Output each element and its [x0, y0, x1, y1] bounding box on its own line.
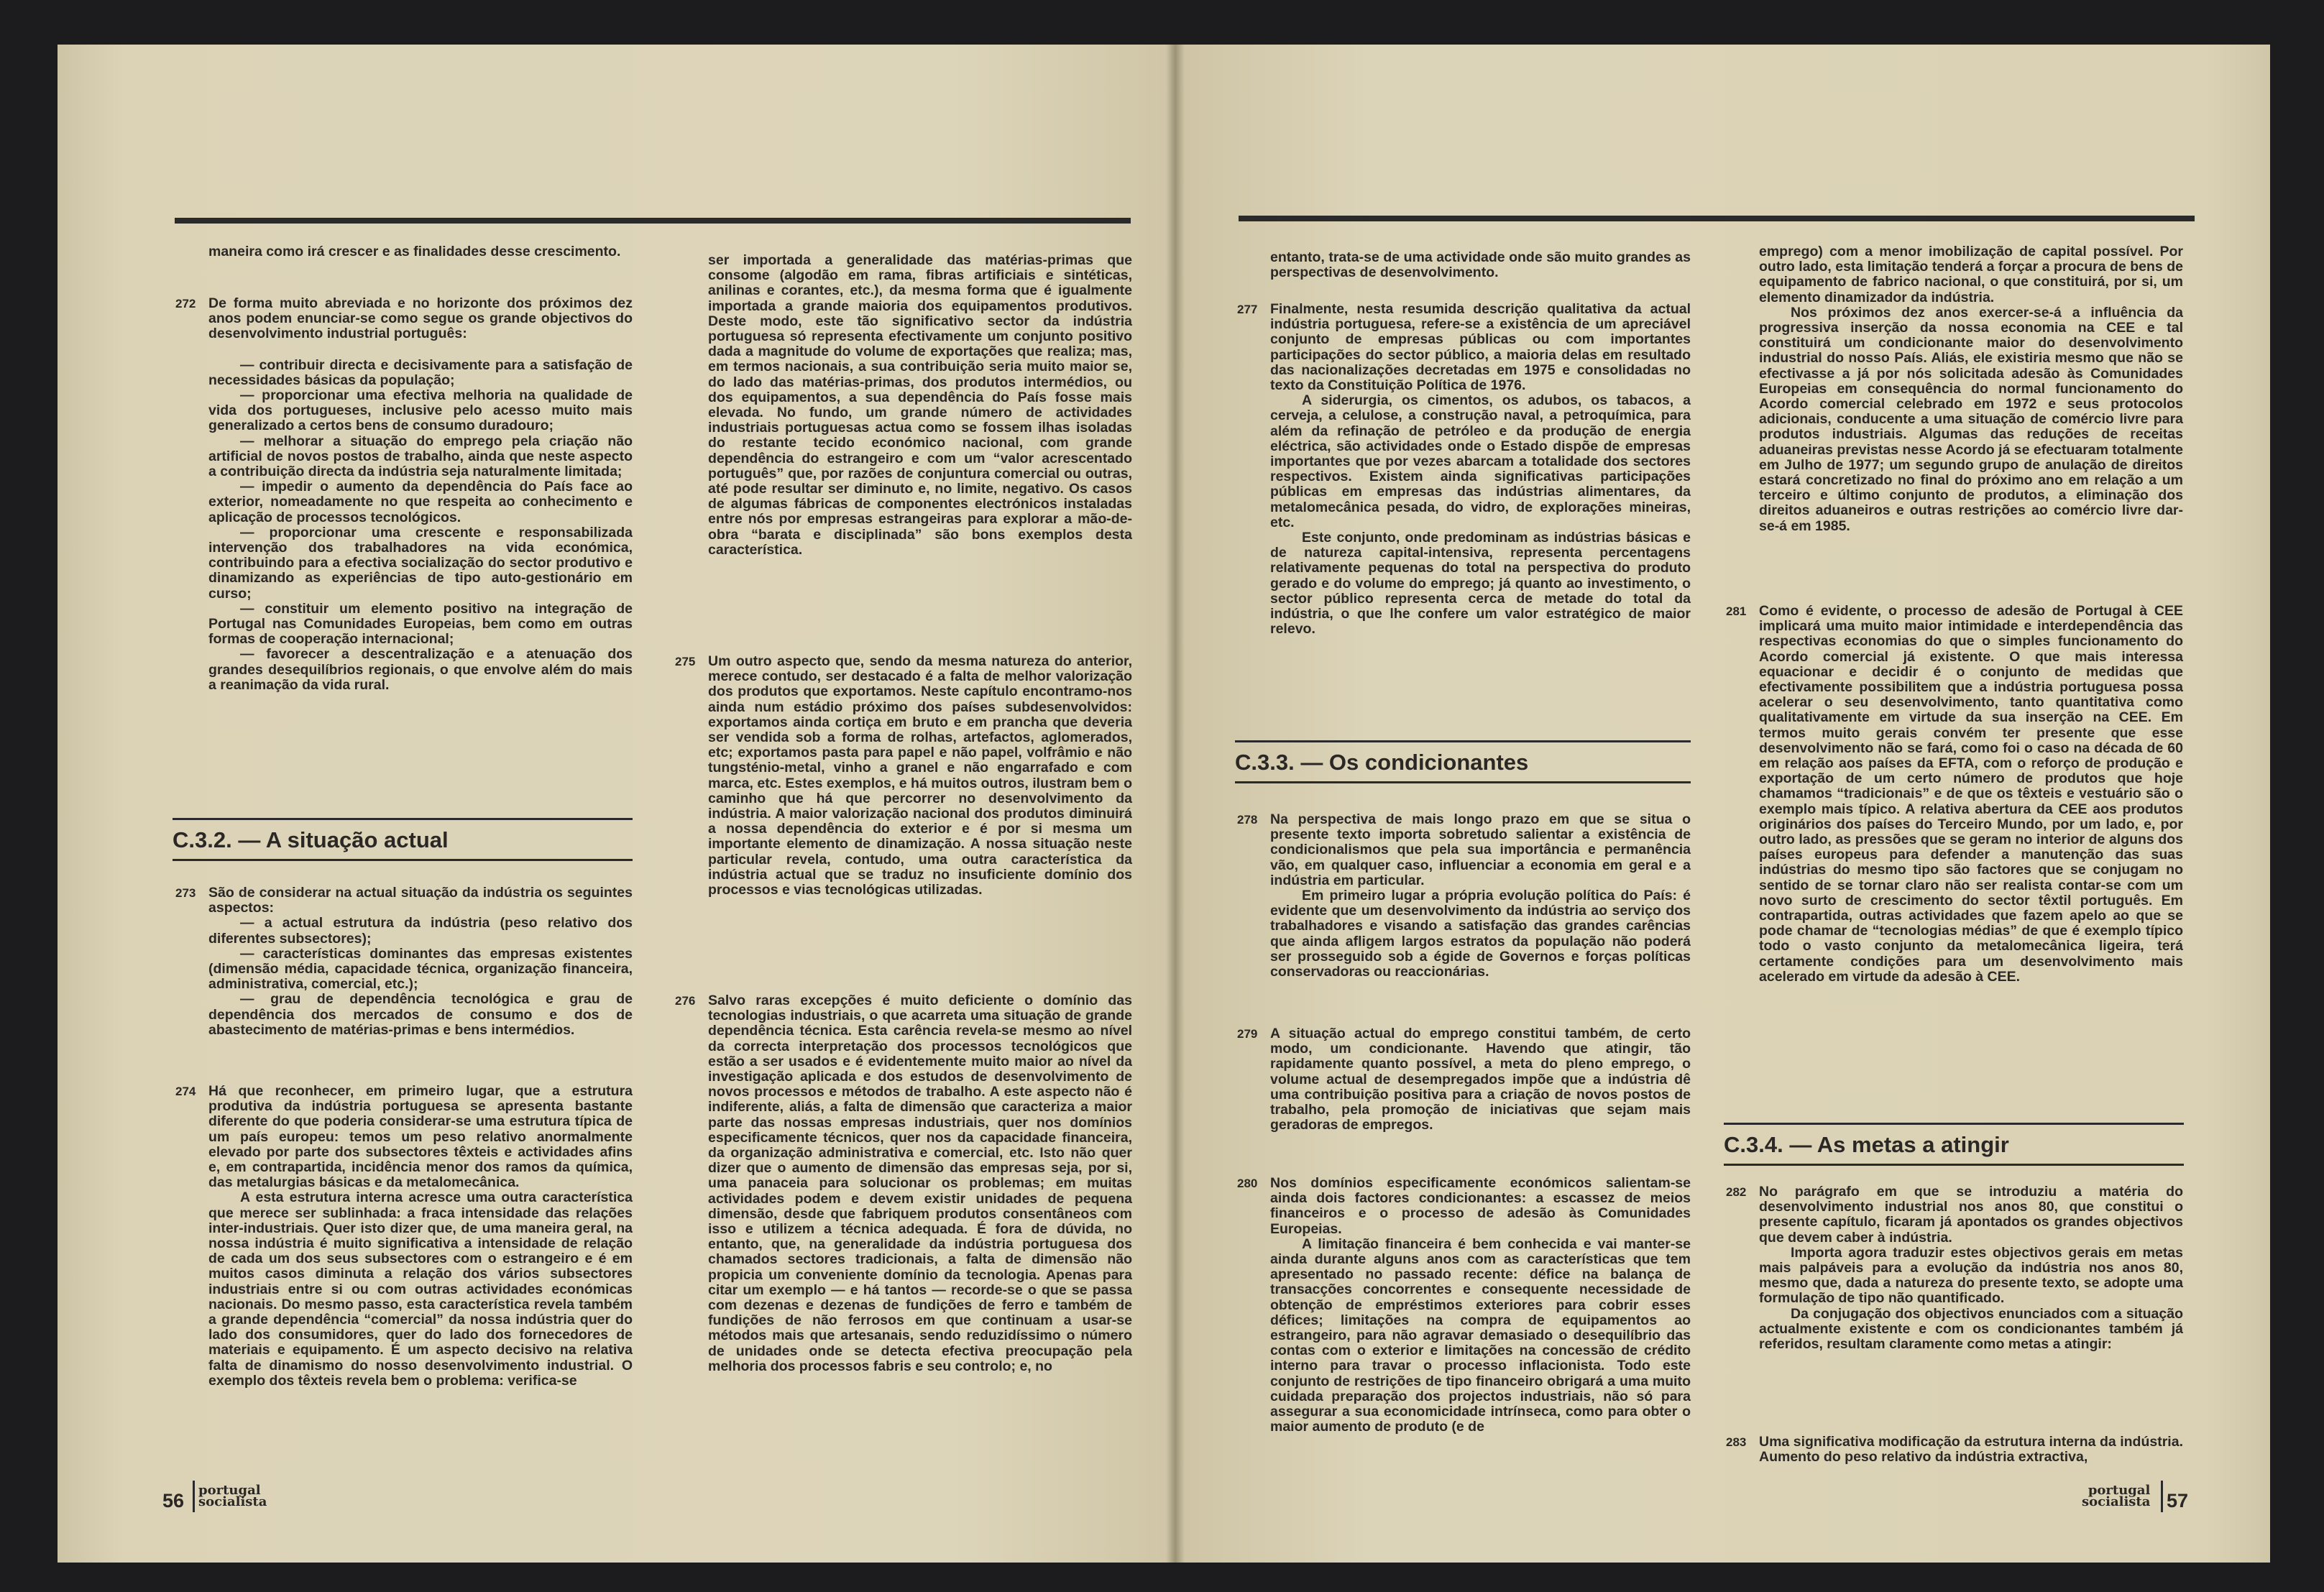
brand-line1: portugal	[2088, 1483, 2151, 1498]
paragraph-text: Salvo raras excepções é muito deficiente o domínio das tecnologias industriais, o que acarreta uma situação de grande dependência técnica. Esta carência revela-se mesmo ao nível da correcta interpretação dos processos tecnológicos que estão a ser usados e é evidentemente muito maior ao nível da investigação aplicada e dos estudos de desenvolvimento de novos processos e métodos de trabalho. A este aspecto não é indiferente, aliás, a falta de dimensão que caracteriza a maior parte das nossas empresas industriais, quer nos domínios especificamente técnicos, quer nos da capacidade financeira, da organização administrativa e comercial, etc. Isto não quer dizer que o aumento de dimensão das empresas seja, por si, uma panaceia para solucionar os problemas; em muitas actividades podem e devem existir unidades de pequena dimensão, desde que fabriquem produtos consentâneos com isso e utilizem a técnica adequada. É fora de dúvida, no entanto, que, na generalidade da indústria portuguesa dos chamados sectores tradicionais, a falta de dimensão não propicia um conveniente domínio da tecnologia. Apenas para citar um exemplo — e há tantos — recorde-se o que se passa com dezenas e dezenas de fundições de ferro e também de fundições de não ferrosos em que continuam a usar-se métodos mais que artesanais, sendo reduzidíssimo o número de unidades onde se detecta efectiva preocupação pela melhoria dos processos fabris e seu controlo; e, no	[708, 993, 1132, 1374]
brand-line1: portugal	[198, 1483, 261, 1498]
paragraph-282	[1726, 1184, 2183, 1352]
list-item: — proporcionar uma crescente e responsabilizada intervenção dos trabalhadores na vida económica, contribuindo para a efectiva socialização do sector produtivo e dinamizando as experiências de tipo auto-gestionário em curso;	[208, 524, 633, 602]
paragraph-276	[675, 993, 1132, 1374]
paragraph-text: Uma significativa modificação da estrutura interna da indústria. Aumento do peso relativo da indústria extractiva,	[1759, 1434, 2183, 1466]
list-item: — grau de dependência tecnológica e grau de dependência dos mercados de consumo e dos de abastecimento de matérias-primas e bens intermédios.	[208, 991, 633, 1038]
list-item: — proporcionar uma efectiva melhoria na qualidade de vida dos portugueses, inclusive pelo acesso muito mais generalizado a certos bens de consumo duradouro;	[208, 387, 633, 434]
list-item: — contribuir directa e decisivamente para a satisfação de necessidades básicas da população;	[208, 356, 633, 388]
list-item: — impedir o aumento da dependência do País face ao exterior, nomeadamente no que respeita ao conhecimento e aplicação de processos tecnológicos.	[208, 479, 633, 525]
top-rule-right	[1239, 216, 2195, 221]
paragraph-280	[1237, 1176, 1691, 1435]
paragraph-text: A limitação financeira é bem conhecida e vai manter-se ainda durante alguns anos com as características que tem apresentado no passado recente: défice na balança de transacções concorrentes e consequente necessidade de obtenção de empréstimos exteriores para cobrir esses défices; limitações na compra de equipamentos ao estrangeiro, para não agravar demasiado o desequilíbrio das contas com o exterior e limitações na concessão de crédito interno para travar o processo inflacionista. Todo este conjunto de restrições de tipo financeiro obrigará a uma muito cuidada preparação dos projectos industriais, não só para assegurar a sua economicidade intrínseca, como para obter o maior aumento de produto (e de	[1270, 1236, 1691, 1435]
paragraph-text: A siderurgia, os cimentos, os adubos, os tabacos, a cerveja, a celulose, a construção naval, a petroquímica, para além da refinação de petróleo e da produção de energia eléctrica, são actividades onde o Estado dispõe de empresas importantes que por vezes abarcam a totalidade dos sectores respectivos. Existem ainda significativas participações públicas em empresas das indústrias alimentares, da metalomecânica pesada, do vidro, de explorações mineiras, etc.	[1270, 392, 1691, 530]
list-item: — constituir um elemento positivo na integração de Portugal nas Comunidades Europeias, bem como em outras formas de cooperação internacional;	[208, 600, 633, 648]
footer-divider-right	[2161, 1481, 2163, 1512]
paragraph-number: 275	[675, 655, 696, 668]
portugal-socialista-logo-right	[2082, 1485, 2150, 1508]
section-heading-c33: C.3.3. — Os condicionantes	[1235, 740, 1691, 783]
paragraph-text: Nos próximos dez anos exercer-se-á a influência da progressiva inserção da nossa economia na CEE e tal constituirá um condicionante maior do desenvolvimento industrial do nosso País. Aliás, ele existiria mesmo que não se efectivasse a já por nós solicitada adesão às Comunidades Europeias em consequência do normal funcionamento do Acordo comercial celebrado em 1972 e seus protocolos adicionais, conducente a uma situação de comércio livre para produtos industriais. Algumas das reduções de receitas aduaneiras previstas nesse Acordo já se efectuaram totalmente em Julho de 1977; um segundo grupo de anulação de direitos estará concretizado no final do próximo ano em relação a um terceiro e último conjunto de produtos, a eliminação dos direitos aduaneiros e outras restrições ao comércio livre dar-se-á em 1985.	[1759, 304, 2183, 534]
paragraph: maneira como irá crescer e as finalidades desse crescimento.	[208, 244, 621, 259]
paragraph-number: 280	[1237, 1177, 1258, 1190]
paragraph-text: entanto, trata-se de uma actividade onde são muito grandes as perspectivas de desenvolvimento.	[1270, 249, 1691, 281]
paragraph-273	[175, 885, 633, 1038]
section-heading-c34: C.3.4. — As metas a atingir	[1724, 1123, 2184, 1166]
paragraph-272	[175, 296, 633, 693]
paragraph-number: 281	[1726, 604, 1747, 618]
paragraph-text: No parágrafo em que se introduziu a matéria do desenvolvimento industrial nos anos 80, que constitui o presente capítulo, ficaram já apontados os grandes objectivos que devem caber à indústria.	[1759, 1184, 2183, 1246]
paragraph-number: 279	[1237, 1027, 1258, 1041]
paragraph-text: Nos domínios especificamente económicos salientam-se ainda dois factores condicionantes: a escassez de meios financeiros e o processo de adesão às Comunidades Europeias.	[1270, 1175, 1691, 1237]
paragraph-text: emprego) com a menor imobilização de capital possível. Por outro lado, esta limitação tenderá a forçar a procura de bens de equipamento de fabrico nacional, o que constituirá, por si, um elemento dinamizador da indústria.	[1759, 244, 2183, 305]
paragraph-number: 276	[675, 994, 696, 1008]
page-number-left: 56	[162, 1490, 185, 1512]
paragraph-text: Importa agora traduzir estes objectivos gerais em metas mais palpáveis para a evolução da indústria nos anos 80, mesmo que, dada a natureza do presente texto, se adopte uma formulação de tipo não quantificado.	[1759, 1244, 2183, 1307]
paragraph-283	[1726, 1435, 2183, 1465]
list-item: — melhorar a situação do emprego pela criação não artificial de novos postos de trabalho, ainda que neste aspecto a contribuição directa da indústria seja naturalmente limitada;	[208, 433, 633, 480]
left-col1-top	[208, 244, 633, 259]
footer-divider-left	[193, 1481, 195, 1512]
paragraph-275	[675, 654, 1132, 898]
paragraph-number: 282	[1726, 1185, 1747, 1199]
list-item: — favorecer a descentralização e a atenuação dos grandes desequilíbrios regionais, o que envolve além do mais a reanimação da vida rural.	[208, 646, 633, 693]
paragraph-number: 278	[1237, 813, 1258, 827]
list-item: — características dominantes das empresas existentes (dimensão média, capacidade técnica, organização financeira, administrativa, comercial, etc.);	[208, 945, 633, 993]
top-rule-left	[175, 218, 1131, 224]
paragraph-274	[175, 1084, 633, 1389]
paragraph-text: ser importada a generalidade das matérias-primas que consome (algodão em rama, fibras artificiais e sintéticas, anilinas e corantes, etc.), da mesma forma que é igualmente importada a grande maioria dos equipamentos produtivos. Deste modo, este tão significativo sector da indústria portuguesa só representa efectivamente um conjunto positivo dada a magnitude do volume de exportações que realiza; mas, em termos nacionais, a sua contribuição seria muito maior se, do lado das matérias-primas, dos produtos intermédios, ou dos equipamentos, a sua dependência do País fosse mais elevada. No fundo, um grande número de actividades industriais portuguesas actua como se fossem ilhas isoladas do restante tecido económico nacional, com grande dependência do estrangeiro e com um “valor acrescentado português” que, por razões de conjuntura comercial ou outras, até pode resultar ser diminuto e, no limite, negativo. Os casos de algumas fábricas de componentes electrónicos instaladas entre nós por empresas estrangeiras para explorar a mão-de-obra “barata e disciplinada” são bons exemplos desta característica.	[708, 252, 1132, 558]
paragraph-number: 273	[175, 886, 196, 900]
paragraph-text: Como é evidente, o processo de adesão de Portugal à CEE implicará uma muito maior intimidade e interdependência das respectivas economias do que o simples funcionamento do Acordo comercial já existente. O que mais interessa equacionar e decidir é o conjunto de medidas que efectivamente possibilitem que a indústria portuguesa possa acelerar o seu desenvolvimento, tanto quantitativa como qualitativamente em virtude da sua inserção na CEE. Em termos muito gerais convém ter presente que esse desenvolvimento não se fará, como foi o caso na década de 60 em relação aos países da EFTA, com o reforço de produção e exportação de um certo número de produtos que hoje chamamos “tradicionais” e de que os têxteis e vestuário são o exemplo mais típico. A relativa abertura da CEE aos produtos originários dos países do Terceiro Mundo, por um lado, e, por outro lado, as pressões que se geram no interior de alguns dos países europeus para defender a manutenção das suas indústrias do mesmo tipo são factores que se conjugam no sentido de se tornar claro não ser realista contar-se com um novo surto de crescimento do sector têxtil português. Em contrapartida, outras actividades que fazem apelo ao que se pode chamar de “tecnologias médias” de que é exemplo típico todo o vasto conjunto da metalomecânica ligeira, terá certamente condições para um desenvolvimento mais acelerado em virtude da adesão à CEE.	[1759, 603, 2183, 985]
right-col1-top	[1270, 250, 1691, 280]
left-col2-top	[708, 253, 1132, 558]
paragraph-number: 272	[175, 297, 196, 310]
paragraph-text: Da conjugação dos objectivos enunciados com a situação actualmente existente e com os condicionantes também já referidos, resultam claramente como metas a atingir:	[1759, 1305, 2183, 1353]
brand-line2: socialista	[198, 1494, 267, 1509]
paragraph-279	[1237, 1026, 1691, 1133]
right-col2-top	[1759, 244, 2183, 534]
paragraph-text: A esta estrutura interna acresce uma outra característica que merece ser sublinhada: a fraca intensidade das relações inter-industriais. Quer isto dizer que, de uma maneira geral, na nossa indústria é muito significativa a intensidade de relação de cada um dos seus subsectores com o estrangeiro e é em muitos casos diminuta a relação dos vários subsectores industriais entre si ou com outras actividades económicas nacionais. Do mesmo passo, esta característica revela também a grande dependência “comercial” da nossa indústria quer do lado dos consumidores, quer do lado dos fornecedores de materiais e equipamento. É um aspecto decisivo na relativa falta de dinamismo do nosso desenvolvimento industrial. O exemplo dos têxteis revela bem o problema: verifica-se	[208, 1190, 633, 1389]
section-heading-c32: C.3.2. — A situação actual	[173, 818, 633, 861]
list-item: — a actual estrutura da indústria (peso relativo dos diferentes subsectores);	[208, 915, 633, 947]
paragraph-text: Há que reconhecer, em primeiro lugar, que a estrutura produtiva da indústria portuguesa se apresenta bastante diferente do que poderia considerar-se uma estrutura típica de um país europeu: temos um peso relativo anormalmente elevado por parte dos subsectores têxteis e actividades afins e, em contrapartida, incidência menor dos ramos da química, das metalurgias básicas e da metalomecânica.	[208, 1083, 633, 1191]
paragraph-text: Na perspectiva de mais longo prazo em que se situa o presente texto importa sobretudo salientar a existência de condicionalismos que pela sua importância e permanência vão, em qualquer caso, influenciar a economia em geral e a indústria em particular.	[1270, 811, 1691, 888]
paragraph-text: De forma muito abreviada e no horizonte dos próximos dez anos podem enunciar-se como segue os grande objectivos do desenvolvimento industrial português:	[208, 295, 633, 342]
paragraph-number: 277	[1237, 303, 1258, 316]
paragraph-number: 283	[1726, 1435, 1747, 1449]
brand-line2: socialista	[2082, 1494, 2151, 1509]
paragraph-number: 274	[175, 1085, 196, 1098]
portugal-socialista-logo-left	[198, 1485, 267, 1508]
paragraph-text: Em primeiro lugar a própria evolução política do País: é evidente que um desenvolvimento da indústria ao serviço dos trabalhadores e visando a satisfação das grandes carências que ainda afligem largos estratos da população não poderá ser prosseguido sob a égide de Governos e forças políticas conservadoras ou reaccionárias.	[1270, 888, 1691, 980]
paragraph-text: Este conjunto, onde predominam as indústrias básicas e de natureza capital-intensiva, representa percentagens relativamente pequenas do total na perspectiva do produto gerado e do volume do emprego; já quanto ao investimento, o sector público representa cerca de metade do total da indústria, o que lhe confere um valor estratégico de maior relevo.	[1270, 530, 1691, 638]
paragraph-text: A situação actual do emprego constitui também, de certo modo, um condicionante. Havendo que atingir, tão rapidamente quanto possível, a meta do pleno emprego, o volume actual de desempregados impõe que a indústria dê uma contribuição positiva para a criação de novos postos de trabalho, pela promoção de iniciativas que sejam mais geradoras de empregos.	[1270, 1026, 1691, 1133]
paragraph-text: Finalmente, nesta resumida descrição qualitativa da actual indústria portuguesa, refere-se a existência de um apreciável conjunto de empresas públicas ou com importantes participações do sector público, a maioria delas em resultado das nacionalizações decretadas em 1975 e consolidadas no texto da Constituição Política de 1976.	[1270, 301, 1691, 394]
page-number-right: 57	[2167, 1490, 2189, 1512]
paragraph-277	[1237, 302, 1691, 637]
paragraph-text: São de considerar na actual situação da indústria os seguintes aspectos:	[208, 885, 633, 916]
paragraph-281	[1726, 604, 2183, 985]
paragraph-text: Um outro aspecto que, sendo da mesma natureza do anterior, merece contudo, ser destacado é a falta de melhor valorização dos produtos que exportamos. Neste capítulo encontramo-nos ainda num estádio próximo dos países subdesenvolvidos: exportamos ainda cortiça em bruto e em prancha que deveria ser vendida sob a forma de rolhas, artefactos, aglomerados, etc; exportamos pasta para papel e não papel, volfrâmio e não tungsténio-metal, vinho a granel e não engarrafado e com marca, etc. Estes exemplos, e há muitos outros, ilustram bem o caminho que há que percorrer no desenvolvimento da indústria. A maior valorização nacional dos produtos diminuirá a nossa dependência do exterior e é por si mesma um importante elemento de dinamização. A nossa situação neste particular revela, contudo, uma outra característica da indústria actual que se traduz no insuficiente domínio dos processos e vias tecnológicas utilizadas.	[708, 653, 1132, 898]
paragraph-278	[1237, 812, 1691, 980]
binding-gutter	[1166, 45, 1185, 1563]
